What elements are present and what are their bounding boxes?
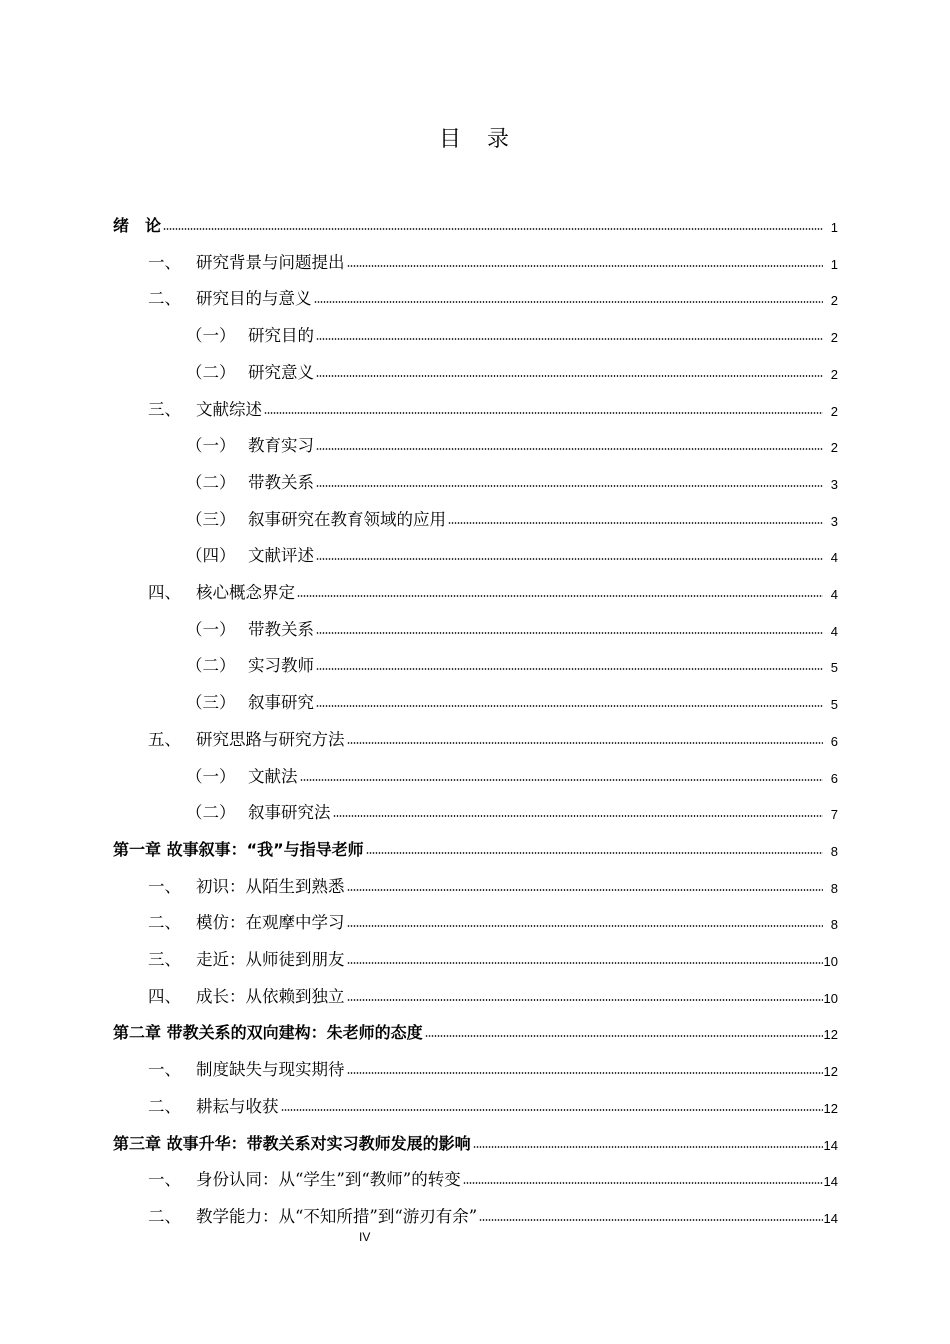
dot-leader: [316, 668, 823, 670]
toc-entry-number: 二、: [148, 1096, 181, 1116]
toc-page-number: 8: [830, 880, 838, 896]
toc-entry-number: 二、: [148, 1206, 181, 1226]
toc-page-number: 1: [830, 256, 838, 272]
toc-entry[interactable]: [0, 765, 950, 789]
toc-entry[interactable]: [0, 838, 950, 862]
toc-entry-label: 叙事研究: [248, 691, 316, 715]
toc-entry-number: 四、: [148, 986, 181, 1006]
toc-page-number: 12: [823, 1027, 838, 1043]
toc-entry-number: （四）: [186, 546, 236, 566]
toc-entry-label: 研究目的: [248, 324, 316, 348]
toc-entry-number: 二、: [148, 913, 181, 933]
toc-entry-label: 教学能力：从“不知所措”到“游刃有余”: [196, 1205, 479, 1229]
toc-entry-number: （一）: [186, 436, 236, 456]
toc-entry-number: （二）: [186, 362, 236, 382]
toc-entry[interactable]: [0, 1205, 950, 1229]
toc-entry[interactable]: [0, 618, 950, 642]
toc-entry[interactable]: [0, 911, 950, 935]
dot-leader: [347, 265, 823, 267]
toc-page-number: 12: [823, 1064, 838, 1080]
toc-page-number: 2: [830, 293, 838, 309]
toc-entry-number: （一）: [186, 326, 236, 346]
toc-entry[interactable]: [0, 1168, 950, 1192]
toc-page-number: 14: [823, 1137, 838, 1153]
dot-leader: [347, 925, 823, 927]
dot-leader: [333, 815, 823, 817]
toc-chapter-label: 第三章 故事升华：带教关系对实习教师发展的影响: [113, 1132, 473, 1156]
toc-entry-number: （二）: [186, 656, 236, 676]
toc-entry-label: 教育实习: [248, 434, 316, 458]
toc-entry-number: 一、: [148, 252, 181, 272]
toc-entry-number: 一、: [148, 876, 181, 896]
dot-leader: [479, 1219, 823, 1221]
dot-leader: [297, 595, 823, 597]
toc-entry[interactable]: [0, 434, 950, 458]
toc-entry[interactable]: [0, 251, 950, 275]
toc-entry-label: 实习教师: [248, 654, 316, 678]
toc-entry-label: 研究目的与意义: [196, 287, 314, 311]
page-number-footer: IV: [359, 1230, 371, 1244]
dot-leader: [316, 558, 823, 560]
toc-entry[interactable]: [0, 875, 950, 899]
toc-page-number: 3: [830, 476, 838, 492]
dot-leader: [347, 742, 823, 744]
toc-entry-label: 成长：从依赖到独立: [196, 985, 347, 1009]
toc-entry-label: 叙事研究在教育领域的应用: [248, 508, 448, 532]
toc-entry-label: 文献评述: [248, 544, 316, 568]
toc-page-number: 1: [830, 220, 838, 235]
dot-leader: [366, 852, 823, 854]
dot-leader: [314, 301, 823, 303]
toc-entry[interactable]: [0, 398, 950, 422]
dot-leader: [316, 485, 823, 487]
dot-leader: [316, 632, 823, 634]
toc-entry-label: 初识：从陌生到熟悉: [196, 875, 347, 899]
toc-entry[interactable]: [0, 1021, 950, 1045]
dot-leader: [281, 1109, 823, 1111]
toc-page-number: 4: [830, 550, 838, 566]
toc-page-number: 2: [830, 330, 838, 346]
dot-leader: [163, 228, 823, 230]
toc-entry[interactable]: [0, 985, 950, 1009]
toc-page-number: 6: [830, 770, 838, 786]
toc-page-number: 2: [830, 366, 838, 382]
toc-entry-number: 三、: [148, 950, 181, 969]
dot-leader: [264, 412, 823, 414]
dot-leader: [473, 1146, 823, 1148]
toc-entry-label: 文献法: [248, 765, 300, 789]
toc-chapter-label: 绪 论: [113, 214, 163, 238]
toc-entry[interactable]: [0, 801, 950, 825]
toc-entry-label: 研究思路与研究方法: [196, 728, 347, 752]
toc-entry-label: 研究意义: [248, 361, 316, 385]
toc-page-number: 14: [823, 1210, 838, 1226]
toc-page-number: 6: [830, 733, 838, 749]
toc-entry[interactable]: [0, 1058, 950, 1082]
toc-page-number: 2: [830, 403, 838, 419]
toc-entry-number: 三、: [148, 399, 181, 419]
toc-entry-number: （一）: [186, 766, 236, 786]
toc-entry[interactable]: [0, 214, 950, 238]
dot-leader: [316, 705, 823, 707]
toc-entry-label: 走近：从师徒到朋友: [196, 948, 347, 972]
dot-leader: [347, 999, 823, 1001]
toc-entry[interactable]: [0, 654, 950, 678]
toc-entry-label: 叙事研究法: [248, 801, 333, 825]
toc-entry-label: 文献综述: [196, 398, 264, 422]
toc-entry[interactable]: [0, 324, 950, 348]
toc-entry-number: 一、: [148, 1170, 181, 1190]
toc-entry-label: 带教关系: [248, 471, 316, 495]
toc-entry-number: 二、: [148, 289, 181, 309]
toc-entry-label: 模仿：在观摩中学习: [196, 911, 347, 935]
toc-entry[interactable]: [0, 728, 950, 752]
toc-chapter-label: 第二章 带教关系的双向建构：朱老师的态度: [113, 1021, 425, 1045]
toc-entry-label: 研究背景与问题提出: [196, 251, 347, 275]
toc-entry-number: （三）: [186, 693, 236, 713]
toc-entry-number: （一）: [186, 619, 236, 639]
toc-entry-number: （三）: [186, 509, 236, 529]
toc-entry[interactable]: [0, 287, 950, 311]
dot-leader: [463, 1182, 823, 1184]
toc-entry[interactable]: [0, 361, 950, 385]
toc-page-number: 14: [823, 1174, 838, 1190]
toc-page-number: 8: [830, 843, 838, 859]
toc-entry-label: 身份认同：从“学生”到“教师”的转变: [196, 1168, 463, 1192]
toc-entry-number: （二）: [186, 472, 236, 492]
toc-title: 目 录: [438, 127, 511, 152]
dot-leader: [316, 448, 823, 450]
toc-page-number: 8: [830, 917, 838, 933]
toc-page-number: 12: [823, 1100, 838, 1116]
toc-page-number: 10: [823, 954, 838, 969]
toc-entry[interactable]: [0, 471, 950, 495]
toc-chapter-label: 第一章 故事叙事：“我”与指导老师: [113, 838, 366, 862]
toc-page-number: 7: [830, 807, 838, 823]
toc-page-number: 4: [830, 587, 838, 602]
dot-leader: [300, 779, 823, 781]
dot-leader: [347, 1072, 823, 1074]
toc-page-number: 2: [830, 440, 838, 456]
toc-entry-label: 核心概念界定: [196, 581, 297, 605]
toc-entry[interactable]: [0, 1132, 950, 1156]
toc-entry[interactable]: [0, 691, 950, 715]
toc-entry-number: 一、: [148, 1060, 181, 1080]
toc-entry[interactable]: [0, 1095, 950, 1119]
toc-entry[interactable]: [0, 581, 950, 605]
toc-entry-label: 带教关系: [248, 618, 316, 642]
dot-leader: [347, 962, 823, 964]
toc-page-number: 10: [823, 990, 838, 1006]
dot-leader: [316, 338, 823, 340]
toc-entry[interactable]: [0, 544, 950, 568]
toc-page-number: 3: [830, 513, 838, 529]
toc-page-number: 5: [830, 697, 838, 713]
toc-entry[interactable]: [0, 508, 950, 532]
toc-entry-number: （二）: [186, 803, 236, 823]
toc-entry-number: 四、: [148, 583, 181, 602]
toc-entry-number: 五、: [148, 729, 181, 749]
dot-leader: [347, 889, 823, 891]
dot-leader: [316, 375, 823, 377]
toc-page-number: 5: [830, 660, 838, 676]
toc-entry[interactable]: [0, 948, 950, 972]
toc-entry-label: 制度缺失与现实期待: [196, 1058, 347, 1082]
dot-leader: [448, 522, 823, 524]
toc-entry-label: 耕耘与收获: [196, 1095, 281, 1119]
dot-leader: [425, 1035, 823, 1037]
toc-page-number: 4: [830, 623, 838, 639]
